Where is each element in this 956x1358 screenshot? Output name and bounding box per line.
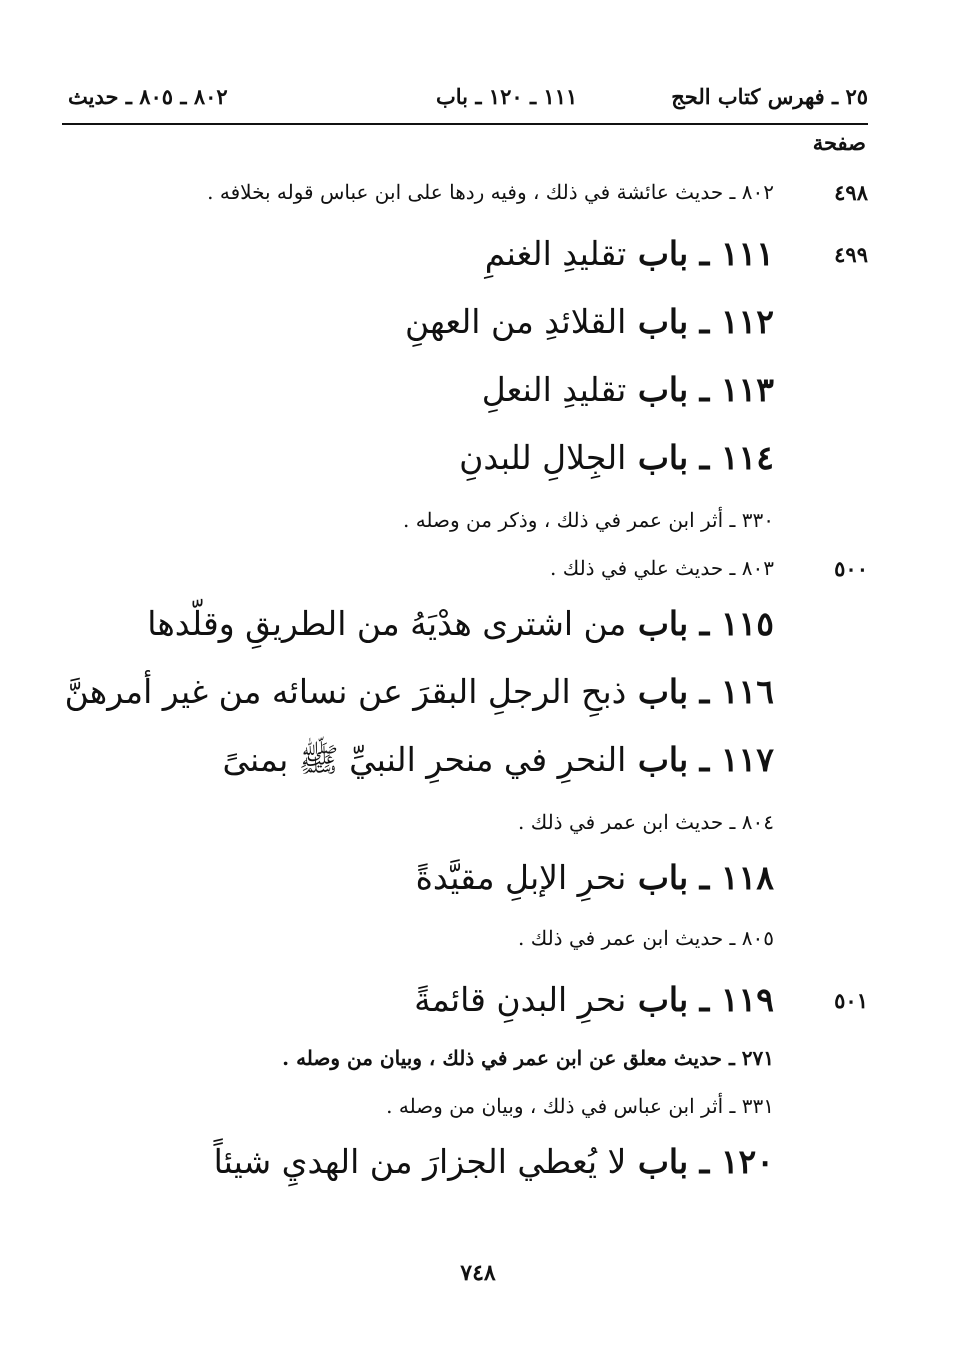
bab-number: ١١٧ ـ — [688, 740, 774, 779]
bab-keyword: باب — [626, 302, 689, 341]
header-chapter-title: ٢٥ ـ فهرس كتاب الحج — [671, 84, 868, 109]
bab-title: تقليدِ النعلِ — [481, 370, 627, 409]
hadith-entry: ٨٠٢ ـ حديث عائشة في ذلك ، وفيه ردها على ابن عباس قوله بخلافه . — [207, 180, 774, 204]
page-column-label: صفحة — [812, 130, 866, 155]
bab-keyword: باب — [626, 858, 689, 897]
bab-keyword: باب — [626, 604, 689, 643]
bab-title: تقليدِ الغنمِ — [484, 234, 627, 273]
bab-entry — [147, 604, 774, 643]
bab-keyword: باب — [626, 740, 689, 779]
hadith-entry: ٨٠٣ ـ حديث علي في ذلك . — [550, 556, 774, 580]
bab-title: نحرِ الإبلِ مقيَّدةً — [415, 858, 627, 897]
header-rule — [62, 123, 868, 125]
bab-number: ١١٦ ـ — [688, 672, 774, 711]
bab-entry — [405, 302, 774, 341]
hadith-entry: ٢٧١ ـ حديث معلق عن ابن عمر في ذلك ، وبيان من وصله . — [282, 1046, 774, 1070]
bab-keyword: باب — [626, 672, 689, 711]
bab-number: ١١١ ـ — [688, 234, 774, 273]
bab-title: لا يُعطي الجزارَ من الهديِ شيئاً — [213, 1142, 627, 1181]
bab-number: ١١٥ ـ — [688, 604, 774, 643]
bab-entry — [223, 740, 774, 788]
page-ref: ٥٠١ — [834, 988, 868, 1013]
hadith-entry: ٨٠٤ ـ حديث ابن عمر في ذلك . — [518, 810, 774, 834]
bab-entry — [482, 370, 774, 409]
bab-entry — [414, 980, 774, 1019]
bab-keyword: باب — [626, 980, 689, 1019]
bab-title: القلائدِ من العهنِ — [404, 302, 627, 341]
hadith-entry: ٨٠٥ ـ حديث ابن عمر في ذلك . — [518, 926, 774, 950]
athar-entry: ٣٣١ ـ أثر ابن عباس في ذلك ، وبيان من وصله . — [386, 1094, 774, 1118]
bab-entry — [416, 858, 774, 897]
bab-keyword: باب — [626, 370, 689, 409]
bab-number: ١١٨ ـ — [688, 858, 774, 897]
bab-title: من اشترى هدْيَهُ من الطريقِ وقلّدها — [147, 604, 627, 643]
bab-number: ١١٩ ـ — [688, 980, 774, 1019]
page-ref: ٤٩٨ — [834, 180, 868, 205]
bab-title: النحرِ في منحرِ النبيِّ ﷺ بمنىً — [222, 740, 627, 779]
bab-keyword: باب — [626, 234, 689, 273]
page-ref: ٥٠٠ — [834, 556, 868, 581]
page-number: ٧٤٨ — [460, 1260, 496, 1286]
bab-keyword: باب — [626, 1142, 689, 1181]
bab-title: الجِلالِ للبدنِ — [459, 438, 627, 477]
bab-entry — [65, 672, 774, 711]
bab-number: ١١٤ ـ — [688, 438, 774, 477]
bab-entry — [214, 1142, 774, 1181]
athar-entry: ٣٣٠ ـ أثر ابن عمر في ذلك ، وذكر من وصله . — [402, 508, 774, 532]
running-header — [62, 84, 868, 120]
bab-keyword: باب — [626, 438, 689, 477]
bab-number: ١١٢ ـ — [688, 302, 774, 341]
page-ref: ٤٩٩ — [834, 242, 868, 267]
bab-number: ١١٣ ـ — [688, 370, 774, 409]
bab-number: ١٢٠ ـ — [688, 1142, 774, 1181]
header-hadith-range: ٨٠٢ ـ ٨٠٥ ـ حديث — [68, 84, 228, 109]
bab-title: ذبحِ الرجلِ البقرَ عن نسائه من غير أمرهنَّ — [64, 672, 627, 711]
bab-title: نحرِ البدنِ قائمةً — [414, 980, 627, 1019]
bab-entry — [459, 438, 774, 477]
bab-entry — [485, 234, 774, 273]
header-bab-range: ١١١ ـ ١٢٠ ـ باب — [436, 84, 578, 109]
